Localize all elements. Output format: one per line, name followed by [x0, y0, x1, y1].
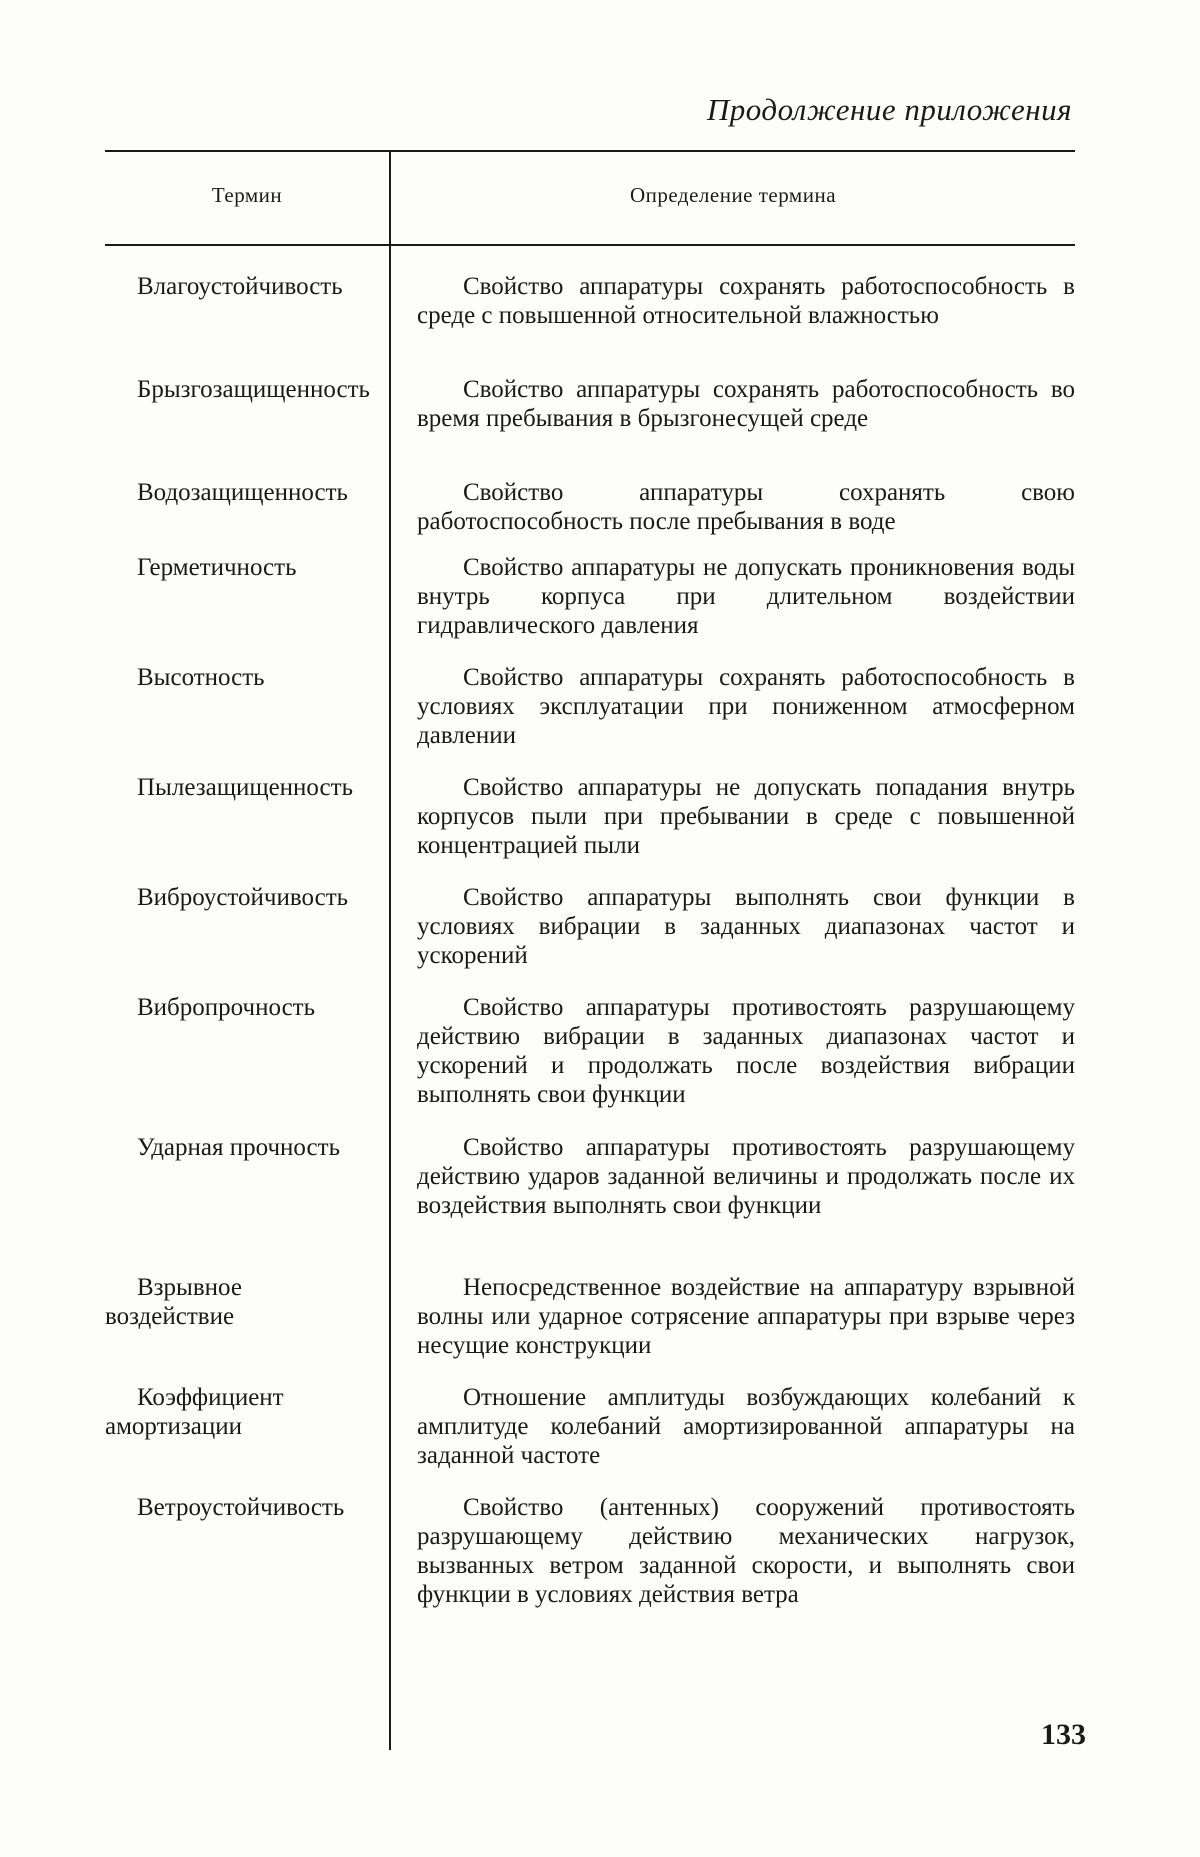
definition-cell: Свойство аппаратуры сохранять работоспособность в среде с повышенной относительной влажностью	[417, 272, 1075, 330]
column-header-term: Термин	[105, 183, 389, 208]
definition-cell: Свойство аппаратуры не допускать попадания внутрь корпусов пыли при пребывании в среде с повышенной концентрацией пыли	[417, 773, 1075, 860]
table-header-rule	[105, 244, 1075, 246]
term-cell: Пылезащищенность	[105, 773, 373, 802]
term-cell: Водозащищенность	[105, 478, 373, 507]
definition-cell: Свойство аппаратуры сохранять свою работоспособность после пребывания в воде	[417, 478, 1075, 536]
term-cell: Влагоустойчивость	[105, 272, 373, 301]
definition-cell: Свойство аппаратуры не допускать проникновения воды внутрь корпуса при длительном воздействии гидравлического давления	[417, 553, 1075, 640]
term-cell: Герметичность	[105, 553, 373, 582]
definition-cell: Отношение амплитуды возбуждающих колебаний к амплитуде колебаний амортизированной аппаратуры на заданной частоте	[417, 1383, 1075, 1470]
term-cell: Ударная прочность	[105, 1133, 373, 1162]
column-header-definition: Определение термина	[391, 183, 1075, 208]
term-cell: Вибропрочность	[105, 993, 373, 1022]
column-divider	[389, 150, 391, 1750]
term-cell: Взрывное воздействие	[105, 1273, 373, 1331]
definition-cell: Свойство аппаратуры сохранять работоспособность в условиях эксплуатации при пониженном атмосферном давлении	[417, 663, 1075, 750]
term-cell: Брызгозащищенность	[105, 375, 373, 404]
term-cell: Высотность	[105, 663, 373, 692]
page-number: 133	[1041, 1718, 1086, 1752]
term-cell: Ветроустойчивость	[105, 1493, 373, 1522]
term-cell: Виброустойчивость	[105, 883, 373, 912]
table-top-rule	[105, 150, 1075, 152]
definition-cell: Свойство аппаратуры сохранять работоспособность во время пребывания в брызгонесущей среде	[417, 375, 1075, 433]
definition-cell: Свойство (антенных) сооружений противостоять разрушающему действию механических нагрузок, вызванных ветром заданной скорости, и выполнять свои функции в условиях действия ветра	[417, 1493, 1075, 1609]
definition-cell: Непосредственное воздействие на аппаратуру взрывной волны или ударное сотрясение аппаратуры при взрыве через несущие конструкции	[417, 1273, 1075, 1360]
definition-cell: Свойство аппаратуры выполнять свои функции в условиях вибрации в заданных диапазонах частот и ускорений	[417, 883, 1075, 970]
running-head: Продолжение приложения	[707, 92, 1072, 128]
term-cell: Коэффициент амортизации	[105, 1383, 373, 1441]
definition-cell: Свойство аппаратуры противостоять разрушающему действию ударов заданной величины и продолжать после их воздействия выполнять свои функции	[417, 1133, 1075, 1220]
definition-cell: Свойство аппаратуры противостоять разрушающему действию вибрации в заданных диапазонах частот и ускорений и продолжать после воздействия вибрации выполнять свои функции	[417, 993, 1075, 1109]
